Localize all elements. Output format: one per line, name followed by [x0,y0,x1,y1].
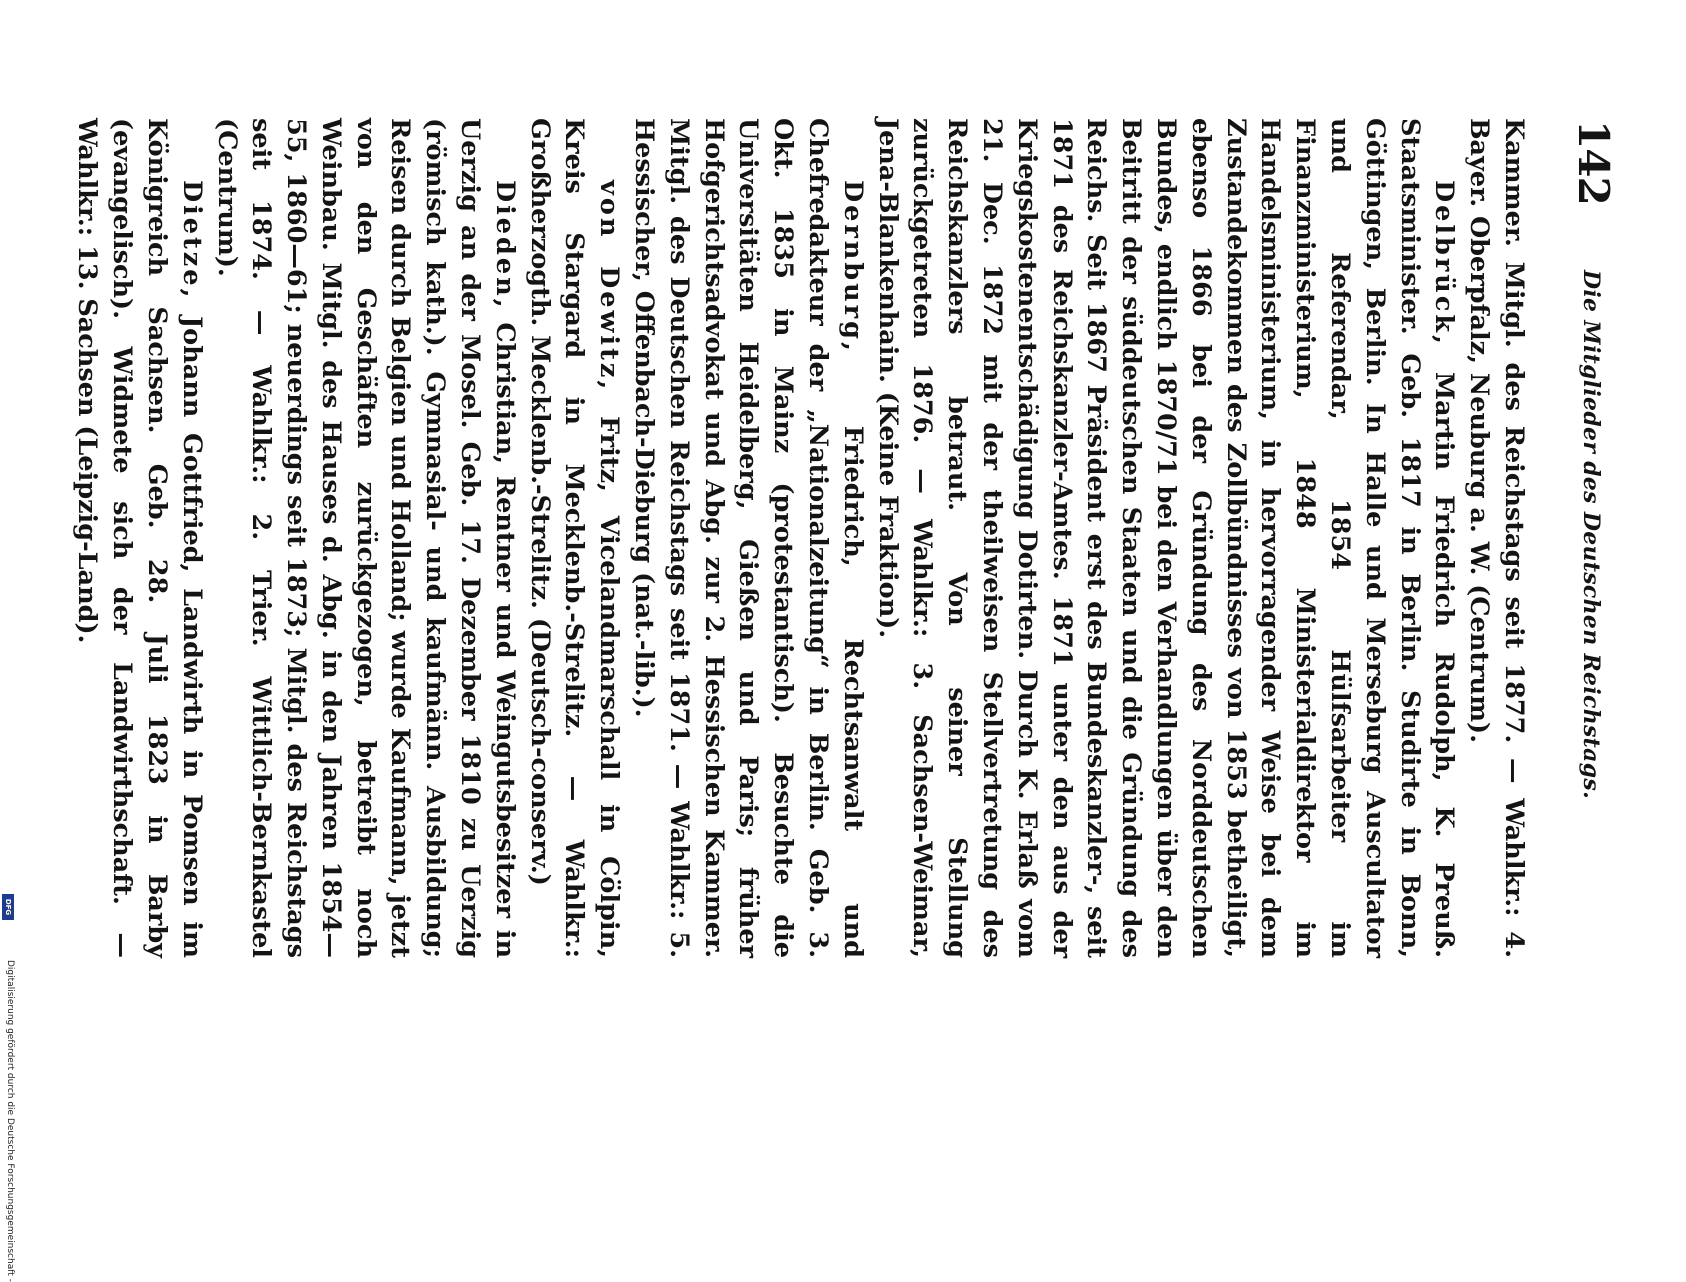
paragraph-text: Kammer. Mitgl. des Reichstags seit 1877. — Wahlkr.: 4. Bayer. Oberpfalz, Neuburg a. W. (Centrum). [1464,118,1529,958]
running-head: Die Mitglieder des Deutschen Reichstags. [1578,270,1604,800]
member-entry-dernburg [626,118,870,958]
member-entry-dewitz [522,118,626,958]
member-text: Christian, Rentner und Weingutsbesitzer in Uerzig an der Mosel. Geb. 17. Dezember 1810 zu Uerzig (römisch kath.). Gymnasial- und kaufmänn. Ausbildung; Reisen durch Belgien und Holland; wurde Kaufmann, jetzt von den Geschäften zurückgezogen, betreibt noch Weinbau. Mitgl. des Hauses d. Abg. in den Jahren 1854—55, 1860—61; neuerdings seit 1873; Mitgl. des Reichstags seit 1874. — Wahlkr.: 2. Trier. Wittlich-Bernkastel (Centrum). [211,118,520,958]
member-text: Fritz, Vicelandmarschall in Cölpin, Kreis Stargard in Mecklenb.-Strelitz. — Wahlkr.: Großherzogth. Mecklenb.-Strelitz. (Deutsch-conserv.) [524,118,625,958]
member-name: Dieden, [489,180,520,311]
member-entry-dieden [209,118,522,958]
credit-text: Digitalisierung gefördert durch die Deutsche Forschungsgemeinschaft - [5,960,15,1282]
dfg-logo-text: DFG [4,898,12,916]
member-name: von Dewitz, [594,180,625,393]
paragraph-continuation [1461,118,1531,958]
digitization-credit [0,560,22,1282]
page-number: 142 [1569,120,1618,205]
body-text [70,118,1531,958]
member-name: Delbrück, [1429,180,1460,347]
member-entry-delbrueck [870,118,1462,958]
member-entry-dietze [70,118,209,958]
member-text: Friedrich, Rechtsanwalt und Chefredakteur der „Nationalzeitung“ in Berlin. Geb. 3. Okt. 1835 in Mainz (protestantisch). Besuchte die Universitäten Heidelberg, Gießen und Paris; früher Hofgerichtsadvokat und Abg. zur 2. Hessischen Kammer. Mitgl. des Deutschen Reichstags seit 1871. — Wahlkr.: 5. Hessischer, Offenbach-Dieburg (nat.-lib.). [629,118,868,958]
page-header [1538,120,1618,950]
dfg-logo-icon [2,894,14,920]
member-text: Martin Friedrich Rudolph, K. Preuß. Staatsminister. Geb. 1817 in Berlin. Studirte in Bonn, Göttingen, Berlin. In Halle und Merseburg Auscultator und Referendar, 1854 Hülfsarbeiter im Finanzministerium, 1848 Ministerialdirektor im Handelsministerium, in hervorragender Weise bei dem Zustandekommen des Zollbündnisses von 1853 betheiligt, ebenso 1866 bei der Gründung des Norddeutschen Bundes, endlich 1870/71 bei den Verhandlungen über den Beitritt der süddeutschen Staaten und die Gründung des Reichs. Seit 1867 Präsident erst des Bundeskanzler-, seit 1871 des Reichskanzler-Amtes. 1871 unter den aus der Kriegskostenentschädigung Dotirten. Durch K. Erlaß vom 21. Dec. 1872 mit der theilweisen Stellvertretung des Reichskanzlers betraut. Von seiner Stellung zurückgetreten 1876. — Wahlkr.: 3. Sachsen-Weimar, Jena-Blankenhain. (Keine Fraktion). [872,118,1460,958]
member-text: Johann Gottfried, Landwirth in Pomsen im Königreich Sachsen. Geb. 28. Juli 1823 in Barby (evangelisch). Widmete sich der Landwirthschaft. — Wahlkr.: 13. Sachsen (Leipzig-Land). [72,118,207,958]
member-name: Dernburg, [837,180,868,354]
member-name: Dietze, [176,180,207,301]
